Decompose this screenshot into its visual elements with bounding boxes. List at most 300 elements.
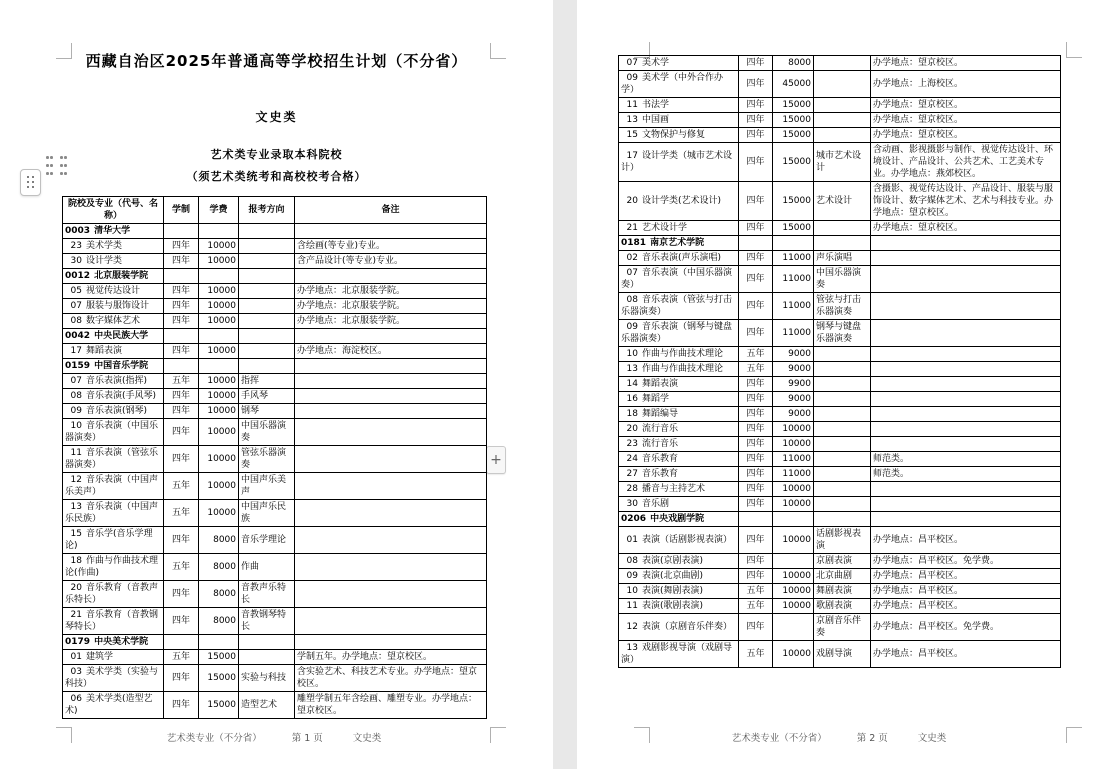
- years-cell: 五年: [164, 650, 199, 665]
- code-label: 20: [70, 583, 82, 593]
- fee-cell: 10000: [199, 473, 239, 500]
- table-drag-handle-button[interactable]: [20, 169, 41, 196]
- major-name-cell: 20 流行音乐: [619, 422, 739, 437]
- section-heading-line1: 艺术类专业录取本科院校: [210, 148, 343, 161]
- fee-cell: [199, 329, 239, 344]
- years-cell: 四年: [739, 497, 773, 512]
- years-cell: 四年: [739, 320, 773, 347]
- fee-cell: 9900: [773, 377, 814, 392]
- major-row: [619, 584, 1061, 599]
- direction-cell: 实验与科技: [239, 665, 295, 692]
- major-row: [619, 128, 1061, 143]
- fee-cell: 9000: [773, 407, 814, 422]
- major-name-cell: 30 设计学类: [63, 254, 164, 269]
- fee-cell: 9000: [773, 362, 814, 377]
- fee-cell: 15000: [199, 650, 239, 665]
- direction-cell: 钢琴: [239, 404, 295, 419]
- direction-cell: 话剧影视表演: [814, 527, 871, 554]
- school-name-cell: 0181 南京艺术学院: [619, 236, 739, 251]
- years-cell: 四年: [739, 569, 773, 584]
- page2-margin-mark-bottom-right: [1066, 727, 1082, 743]
- direction-cell: 戏剧导演: [814, 641, 871, 668]
- footer-page-number: 第 2 页: [856, 733, 888, 744]
- column-header: 学制: [164, 197, 199, 224]
- code-label: 17: [626, 151, 638, 161]
- school-name-cell: 0012 北京服装学院: [63, 269, 164, 284]
- direction-cell: 音教声乐特长: [239, 581, 295, 608]
- major-row: [63, 419, 487, 446]
- years-cell: 四年: [164, 299, 199, 314]
- code-label: 13: [626, 115, 638, 125]
- years-cell: 四年: [739, 527, 773, 554]
- major-name-cell: 07 音乐表演（中国乐器演奏）: [619, 266, 739, 293]
- years-cell: [739, 512, 773, 527]
- direction-cell: [239, 284, 295, 299]
- major-row: [619, 614, 1061, 641]
- direction-cell: 北京曲剧: [814, 569, 871, 584]
- note-cell: [871, 236, 1061, 251]
- fee-cell: 9000: [773, 347, 814, 362]
- school-row: [619, 512, 1061, 527]
- direction-cell: 造型艺术: [239, 692, 295, 719]
- column-header: 院校及专业（代号、名称）: [63, 197, 164, 224]
- fee-cell: [773, 236, 814, 251]
- fee-cell: 10000: [773, 584, 814, 599]
- direction-cell: [239, 254, 295, 269]
- direction-cell: 中国乐器演奏: [814, 266, 871, 293]
- major-name-cell: 13 中国画: [619, 113, 739, 128]
- code-label: 12: [70, 475, 82, 485]
- dots-indicator-icon: [46, 156, 68, 182]
- major-name-cell: 01 建筑学: [63, 650, 164, 665]
- note-cell: [871, 482, 1061, 497]
- code-label: 18: [626, 409, 638, 419]
- years-cell: 四年: [739, 56, 773, 71]
- major-row: [63, 554, 487, 581]
- fee-cell: [199, 359, 239, 374]
- note-cell: [871, 320, 1061, 347]
- major-name-cell: 05 视觉传达设计: [63, 284, 164, 299]
- fee-cell: 15000: [773, 128, 814, 143]
- major-name-cell: 13 戏剧影视导演（戏剧导演）: [619, 641, 739, 668]
- page2-footer: [618, 730, 1060, 744]
- school-name-cell: 0042 中央民族大学: [63, 329, 164, 344]
- major-row: [63, 344, 487, 359]
- years-cell: 四年: [739, 266, 773, 293]
- years-cell: [739, 236, 773, 251]
- major-name-cell: 12 表演（京剧音乐伴奏）: [619, 614, 739, 641]
- years-cell: 四年: [164, 344, 199, 359]
- major-name-cell: 30 音乐剧: [619, 497, 739, 512]
- direction-cell: 作曲: [239, 554, 295, 581]
- major-name-cell: 06 美术学类(造型艺术): [63, 692, 164, 719]
- major-row: [619, 599, 1061, 614]
- note-cell: [295, 500, 487, 527]
- code-label: 0003: [65, 226, 91, 236]
- direction-cell: [814, 113, 871, 128]
- school-name-cell: 0206 中央戏剧学院: [619, 512, 739, 527]
- major-row: [619, 392, 1061, 407]
- years-cell: 五年: [739, 641, 773, 668]
- column-header: 学费: [199, 197, 239, 224]
- code-label: 23: [626, 439, 638, 449]
- note-cell: 办学地点：昌平校区。: [871, 599, 1061, 614]
- direction-cell: 京剧表演: [814, 554, 871, 569]
- major-row: [619, 407, 1061, 422]
- direction-cell: [814, 422, 871, 437]
- code-label: 23: [70, 241, 82, 251]
- direction-cell: [814, 497, 871, 512]
- years-cell: 四年: [739, 452, 773, 467]
- code-label: 01: [626, 535, 638, 545]
- fee-cell: 11000: [773, 266, 814, 293]
- code-label: 11: [70, 448, 82, 458]
- school-name-cell: 0179 中央美术学院: [63, 635, 164, 650]
- major-row: [63, 473, 487, 500]
- direction-cell: 管弦乐器演奏: [239, 446, 295, 473]
- code-label: 0181: [621, 238, 647, 248]
- major-name-cell: 20 设计学类(艺术设计): [619, 182, 739, 221]
- major-row: [619, 554, 1061, 569]
- major-name-cell: 11 音乐表演（管弦乐器演奏）: [63, 446, 164, 473]
- direction-cell: [814, 236, 871, 251]
- fee-cell: 10000: [199, 299, 239, 314]
- code-label: 07: [626, 58, 638, 68]
- fee-cell: [199, 224, 239, 239]
- note-cell: [295, 608, 487, 635]
- fee-cell: 10000: [199, 254, 239, 269]
- fee-cell: 10000: [773, 641, 814, 668]
- code-label: 09: [626, 571, 638, 581]
- page2-margin-mark-top-right: [1066, 42, 1082, 58]
- major-row: [619, 482, 1061, 497]
- major-row: [619, 143, 1061, 182]
- page1-footer: [62, 730, 486, 744]
- code-label: 08: [70, 316, 82, 326]
- note-cell: 学制五年。办学地点：望京校区。: [295, 650, 487, 665]
- years-cell: 四年: [739, 422, 773, 437]
- direction-cell: 指挥: [239, 374, 295, 389]
- fee-cell: [773, 512, 814, 527]
- page-gap-strip: [553, 0, 577, 769]
- years-cell: 四年: [739, 407, 773, 422]
- school-row: [63, 359, 487, 374]
- code-label: 02: [626, 253, 638, 263]
- code-label: 11: [626, 601, 638, 611]
- note-cell: [871, 362, 1061, 377]
- direction-cell: 管弦与打击乐器演奏: [814, 293, 871, 320]
- years-cell: 五年: [164, 554, 199, 581]
- code-label: 16: [626, 394, 638, 404]
- note-cell: [871, 377, 1061, 392]
- major-name-cell: 07 美术学: [619, 56, 739, 71]
- fee-cell: 10000: [199, 404, 239, 419]
- major-name-cell: 17 舞蹈表演: [63, 344, 164, 359]
- school-row: [63, 224, 487, 239]
- note-cell: [871, 512, 1061, 527]
- fee-cell: 10000: [773, 527, 814, 554]
- note-cell: 办学地点：望京校区。: [871, 98, 1061, 113]
- direction-cell: [239, 635, 295, 650]
- fee-cell: 10000: [199, 314, 239, 329]
- major-name-cell: 14 舞蹈表演: [619, 377, 739, 392]
- code-label: 14: [626, 379, 638, 389]
- years-cell: 四年: [739, 182, 773, 221]
- direction-cell: [814, 512, 871, 527]
- code-label: 21: [626, 223, 638, 233]
- years-cell: 四年: [739, 467, 773, 482]
- years-cell: 五年: [164, 473, 199, 500]
- fee-cell: 15000: [773, 143, 814, 182]
- years-cell: 五年: [739, 362, 773, 377]
- note-cell: [295, 581, 487, 608]
- code-label: 28: [626, 484, 638, 494]
- code-label: 08: [626, 556, 638, 566]
- note-cell: 办学地点：望京校区。: [871, 56, 1061, 71]
- major-name-cell: 09 音乐表演(钢琴): [63, 404, 164, 419]
- code-label: 30: [70, 256, 82, 266]
- major-row: [619, 497, 1061, 512]
- major-row: [63, 389, 487, 404]
- years-cell: 四年: [739, 113, 773, 128]
- school-row: [63, 329, 487, 344]
- column-header: 备注: [295, 197, 487, 224]
- direction-cell: [814, 362, 871, 377]
- major-name-cell: 08 音乐表演（管弦与打击乐器演奏）: [619, 293, 739, 320]
- years-cell: 四年: [739, 293, 773, 320]
- major-name-cell: 03 美术学类（实验与科技）: [63, 665, 164, 692]
- direction-cell: [239, 239, 295, 254]
- major-row: [63, 527, 487, 554]
- fee-cell: 10000: [773, 437, 814, 452]
- major-name-cell: 28 播音与主持艺术: [619, 482, 739, 497]
- section-heading-line2: （须艺术类统考和高校校考合格）: [186, 170, 367, 183]
- fee-cell: 8000: [199, 581, 239, 608]
- fee-cell: 10000: [199, 344, 239, 359]
- note-cell: [871, 266, 1061, 293]
- major-name-cell: 18 作曲与作曲技术理论(作曲): [63, 554, 164, 581]
- fee-cell: 10000: [773, 482, 814, 497]
- major-row: [63, 692, 487, 719]
- major-name-cell: 08 表演(京剧表演): [619, 554, 739, 569]
- years-cell: 四年: [164, 692, 199, 719]
- table-header-row: [63, 197, 487, 224]
- note-cell: 办学地点：昌平校区。免学费。: [871, 614, 1061, 641]
- major-name-cell: 23 流行音乐: [619, 437, 739, 452]
- years-cell: 五年: [164, 500, 199, 527]
- major-name-cell: 17 设计学类（城市艺术设计）: [619, 143, 739, 182]
- years-cell: [164, 635, 199, 650]
- direction-cell: [239, 650, 295, 665]
- major-name-cell: 08 数字媒体艺术: [63, 314, 164, 329]
- code-label: 27: [626, 469, 638, 479]
- major-row: [63, 581, 487, 608]
- major-name-cell: 23 美术学类: [63, 239, 164, 254]
- fee-cell: 8000: [199, 554, 239, 581]
- note-cell: 办学地点：昌平校区。: [871, 641, 1061, 668]
- major-row: [63, 239, 487, 254]
- major-name-cell: 07 音乐表演(指挥): [63, 374, 164, 389]
- years-cell: 四年: [164, 527, 199, 554]
- major-row: [63, 374, 487, 389]
- direction-cell: [814, 347, 871, 362]
- major-row: [619, 113, 1061, 128]
- direction-cell: [814, 56, 871, 71]
- fee-cell: 45000: [773, 71, 814, 98]
- direction-cell: 钢琴与键盘乐器演奏: [814, 320, 871, 347]
- fee-cell: 8000: [773, 56, 814, 71]
- note-cell: [295, 329, 487, 344]
- major-name-cell: 07 服装与服饰设计: [63, 299, 164, 314]
- note-cell: [871, 497, 1061, 512]
- school-row: [619, 236, 1061, 251]
- code-label: 08: [70, 391, 82, 401]
- direction-cell: [814, 128, 871, 143]
- major-row: [619, 182, 1061, 221]
- fee-cell: 9000: [773, 392, 814, 407]
- major-row: [619, 377, 1061, 392]
- direction-cell: 舞剧表演: [814, 584, 871, 599]
- years-cell: 四年: [164, 665, 199, 692]
- code-label: 20: [626, 196, 638, 206]
- note-cell: [295, 374, 487, 389]
- note-cell: [871, 347, 1061, 362]
- code-label: 11: [626, 100, 638, 110]
- note-cell: [295, 389, 487, 404]
- footer-section-label: 艺术类专业（不分省）: [731, 733, 827, 744]
- major-name-cell: 15 音乐学(音乐学理论): [63, 527, 164, 554]
- major-row: [63, 314, 487, 329]
- code-label: 15: [70, 529, 82, 539]
- major-name-cell: 09 表演(北京曲剧): [619, 569, 739, 584]
- major-name-cell: 09 音乐表演（钢琴与键盘乐器演奏）: [619, 320, 739, 347]
- note-cell: 师范类。: [871, 452, 1061, 467]
- school-row: [63, 635, 487, 650]
- code-label: 09: [626, 73, 638, 83]
- code-label: 06: [70, 694, 82, 704]
- years-cell: 四年: [164, 404, 199, 419]
- years-cell: 四年: [739, 98, 773, 113]
- code-label: 07: [70, 376, 82, 386]
- years-cell: 五年: [739, 584, 773, 599]
- major-row: [619, 467, 1061, 482]
- fee-cell: [773, 614, 814, 641]
- fee-cell: 8000: [199, 608, 239, 635]
- note-cell: 含摄影、视觉传达设计、产品设计、服装与服饰设计、数字媒体艺术、艺术与科技专业。办学地点：望京校区。: [871, 182, 1061, 221]
- major-row: [63, 608, 487, 635]
- direction-cell: 手风琴: [239, 389, 295, 404]
- major-row: [63, 284, 487, 299]
- years-cell: 五年: [739, 599, 773, 614]
- code-label: 0159: [65, 361, 91, 371]
- note-cell: 办学地点：上海校区。: [871, 71, 1061, 98]
- major-row: [619, 266, 1061, 293]
- direction-cell: [814, 452, 871, 467]
- major-row: [619, 569, 1061, 584]
- major-name-cell: 24 音乐教育: [619, 452, 739, 467]
- code-label: 07: [70, 301, 82, 311]
- note-cell: 办学地点：北京服装学院。: [295, 284, 487, 299]
- column-header: 报考方向: [239, 197, 295, 224]
- direction-cell: [814, 71, 871, 98]
- years-cell: [164, 269, 199, 284]
- direction-cell: 音教钢琴特长: [239, 608, 295, 635]
- major-name-cell: 10 音乐表演（中国乐器演奏）: [63, 419, 164, 446]
- direction-cell: [814, 392, 871, 407]
- years-cell: 四年: [164, 581, 199, 608]
- fee-cell: 10000: [199, 500, 239, 527]
- code-label: 15: [626, 130, 638, 140]
- direction-cell: 中国声乐美声: [239, 473, 295, 500]
- page1-margin-mark-bottom-right: [490, 727, 506, 743]
- major-row: [63, 665, 487, 692]
- fee-cell: 10000: [773, 422, 814, 437]
- years-cell: [164, 359, 199, 374]
- code-label: 03: [70, 667, 82, 677]
- fee-cell: 15000: [199, 692, 239, 719]
- years-cell: 四年: [739, 554, 773, 569]
- major-row: [63, 650, 487, 665]
- note-cell: 含绘画(等专业)专业。: [295, 239, 487, 254]
- direction-cell: [239, 269, 295, 284]
- years-cell: 五年: [739, 347, 773, 362]
- major-row: [619, 98, 1061, 113]
- footer-section-label: 艺术类专业（不分省）: [166, 733, 262, 744]
- major-row: [619, 422, 1061, 437]
- code-label: 09: [70, 406, 82, 416]
- major-row: [619, 452, 1061, 467]
- direction-cell: 音乐学理论: [239, 527, 295, 554]
- fee-cell: 11000: [773, 467, 814, 482]
- fee-cell: 10000: [199, 419, 239, 446]
- major-row: [63, 299, 487, 314]
- fee-cell: 11000: [773, 251, 814, 266]
- major-name-cell: 13 作曲与作曲技术理论: [619, 362, 739, 377]
- direction-cell: 城市艺术设计: [814, 143, 871, 182]
- table-add-button[interactable]: +: [486, 446, 506, 474]
- code-label: 10: [626, 586, 638, 596]
- major-row: [619, 347, 1061, 362]
- major-name-cell: 15 文物保护与修复: [619, 128, 739, 143]
- note-cell: [295, 359, 487, 374]
- note-cell: 师范类。: [871, 467, 1061, 482]
- direction-cell: [239, 344, 295, 359]
- years-cell: 四年: [164, 314, 199, 329]
- code-label: 07: [626, 268, 638, 278]
- admission-table-page-2: [618, 55, 1061, 668]
- major-name-cell: 18 舞蹈编导: [619, 407, 739, 422]
- major-name-cell: 20 音乐教育（音教声乐特长）: [63, 581, 164, 608]
- note-cell: 办学地点：海淀校区。: [295, 344, 487, 359]
- note-cell: 办学地点：北京服装学院。: [295, 299, 487, 314]
- direction-cell: [239, 224, 295, 239]
- note-cell: 办学地点：昌平校区。: [871, 527, 1061, 554]
- document-title: 西藏自治区2025年普通高等学校招生计划（不分省）: [85, 52, 468, 70]
- direction-cell: [814, 482, 871, 497]
- years-cell: 四年: [164, 254, 199, 269]
- major-row: [63, 254, 487, 269]
- years-cell: 四年: [739, 437, 773, 452]
- direction-cell: [814, 407, 871, 422]
- major-row: [619, 362, 1061, 377]
- major-row: [619, 293, 1061, 320]
- major-row: [63, 446, 487, 473]
- code-label: 20: [626, 424, 638, 434]
- years-cell: 四年: [739, 392, 773, 407]
- major-row: [619, 71, 1061, 98]
- major-name-cell: 10 表演(舞剧表演): [619, 584, 739, 599]
- fee-cell: 11000: [773, 293, 814, 320]
